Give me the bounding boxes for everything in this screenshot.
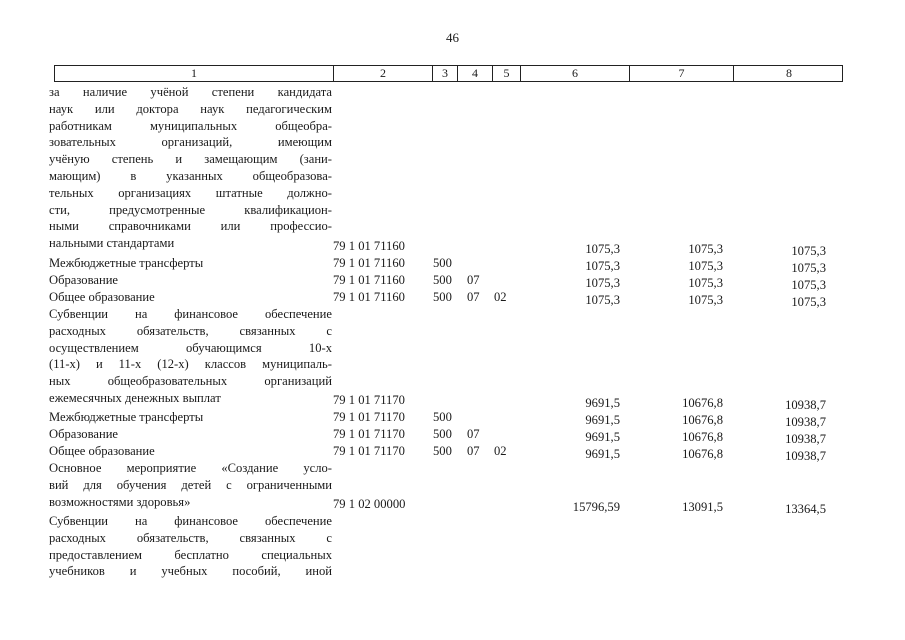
label-cell: Общее образование <box>49 444 155 458</box>
description-line: работникам муниципальных общеобра- <box>49 118 332 133</box>
value-col6: 15796,59 <box>572 500 620 514</box>
value-col7: 1075,3 <box>688 276 723 290</box>
description-line: за наличие учёной степени кандидата <box>49 85 332 99</box>
description-line: ежемесячных денежных выплат <box>49 390 221 405</box>
header-col-5: 5 <box>492 66 520 81</box>
value-col8: 1075,3 <box>791 278 826 292</box>
description-line: сти, предусмотренные квалификацион- <box>49 202 332 217</box>
value-col7: 1075,3 <box>688 242 723 256</box>
value-col7: 10676,8 <box>682 447 723 461</box>
table-row <box>0 426 905 446</box>
value-col8: 10938,7 <box>785 398 826 412</box>
description-line: мающим) в указанных общеобразова- <box>49 168 332 183</box>
label-cell: Межбюджетные трансферты <box>49 410 204 424</box>
table-row <box>0 255 905 275</box>
description-line: Субвенции на финансовое обеспечение <box>49 307 332 321</box>
table-row <box>0 496 905 516</box>
pr-cell: 02 <box>494 290 507 304</box>
code-cell: 79 1 01 71160 <box>333 273 405 287</box>
header-col-3: 3 <box>432 66 457 81</box>
description-line: осуществлением обучающимся 10-х <box>49 340 332 355</box>
description-line: учебников и учебных пособий, иной <box>49 564 332 579</box>
value-col6: 1075,3 <box>585 293 620 307</box>
description-line: (11-х) и 11-х (12-х) классов муниципаль- <box>49 357 332 372</box>
kvr-cell: 500 <box>433 256 452 270</box>
description-line: зовательных организаций, имеющим <box>49 135 332 150</box>
value-col6: 1075,3 <box>585 259 620 273</box>
label-cell: Образование <box>49 427 119 441</box>
description-line: расходных обязательств, связанных с <box>49 530 332 545</box>
table-row <box>0 409 905 429</box>
header-col-4: 4 <box>457 66 492 81</box>
value-col8: 10938,7 <box>785 449 826 463</box>
description-line: ными справочниками или профессио- <box>49 219 332 234</box>
label-cell: Межбюджетные трансферты <box>49 256 204 270</box>
value-col7: 1075,3 <box>688 259 723 273</box>
rz-cell: 07 <box>467 290 480 304</box>
header-col-7: 7 <box>629 66 733 81</box>
description-line: ных общеобразовательных организаций <box>49 374 332 389</box>
value-col6: 9691,5 <box>585 430 620 444</box>
description-line: Основное мероприятие «Создание усло- <box>49 461 332 475</box>
header-col-8: 8 <box>733 66 844 81</box>
rz-cell: 07 <box>467 444 480 458</box>
value-col7: 10676,8 <box>682 430 723 444</box>
header-col-1: 1 <box>191 66 197 80</box>
description-line: возможностями здоровья» <box>49 494 191 509</box>
table-row <box>0 392 905 412</box>
value-col7: 1075,3 <box>688 293 723 307</box>
value-col6: 9691,5 <box>585 447 620 461</box>
code-cell: 79 1 01 71160 <box>333 290 405 304</box>
code-cell: 79 1 01 71170 <box>333 444 405 458</box>
rz-cell: 07 <box>467 427 480 441</box>
table-row <box>0 289 905 309</box>
header-col-6: 6 <box>520 66 629 81</box>
label-cell: Общее образование <box>49 290 155 304</box>
pr-cell: 02 <box>494 444 507 458</box>
rz-cell: 07 <box>467 273 480 287</box>
value-col6: 1075,3 <box>585 276 620 290</box>
description-line: нальными стандартами <box>49 236 175 251</box>
value-col8: 10938,7 <box>785 432 826 446</box>
description-line: Субвенции на финансовое обеспечение <box>49 514 332 528</box>
value-col6: 9691,5 <box>585 396 620 410</box>
table-header-row <box>54 65 843 82</box>
kvr-cell: 500 <box>433 427 452 441</box>
value-col7: 10676,8 <box>682 413 723 427</box>
description-line: наук или доктора наук педагогическим <box>49 101 332 116</box>
description-block <box>49 513 332 580</box>
code-cell: 79 1 02 00000 <box>333 497 406 511</box>
code-cell: 79 1 01 71170 <box>333 393 405 407</box>
header-col-2: 2 <box>333 66 432 81</box>
code-cell: 79 1 01 71170 <box>333 427 405 441</box>
description-block <box>49 84 332 252</box>
page-number: 46 <box>446 30 459 45</box>
kvr-cell: 500 <box>433 410 452 424</box>
table-row <box>0 272 905 292</box>
value-col8: 1075,3 <box>791 261 826 275</box>
value-col8: 13364,5 <box>785 502 826 516</box>
description-line: вий для обучения детей с ограниченными <box>49 477 332 492</box>
value-col6: 9691,5 <box>585 413 620 427</box>
description-line: предоставлением бесплатно специальных <box>49 547 332 562</box>
value-col6: 1075,3 <box>585 242 620 256</box>
value-col7: 13091,5 <box>682 500 723 514</box>
table-row <box>0 443 905 463</box>
label-cell: Образование <box>49 273 119 287</box>
kvr-cell: 500 <box>433 444 452 458</box>
table-row <box>0 238 905 258</box>
value-col8: 1075,3 <box>791 295 826 309</box>
value-col8: 10938,7 <box>785 415 826 429</box>
code-cell: 79 1 01 71160 <box>333 239 405 253</box>
code-cell: 79 1 01 71170 <box>333 410 405 424</box>
description-line: тельных организациях штатные должно- <box>49 185 332 200</box>
value-col7: 10676,8 <box>682 396 723 410</box>
kvr-cell: 500 <box>433 273 452 287</box>
code-cell: 79 1 01 71160 <box>333 256 405 270</box>
value-col8: 1075,3 <box>791 244 826 258</box>
kvr-cell: 500 <box>433 290 452 304</box>
description-line: учёную степень и замещающим (зани- <box>49 152 332 167</box>
description-line: расходных обязательств, связанных с <box>49 323 332 338</box>
